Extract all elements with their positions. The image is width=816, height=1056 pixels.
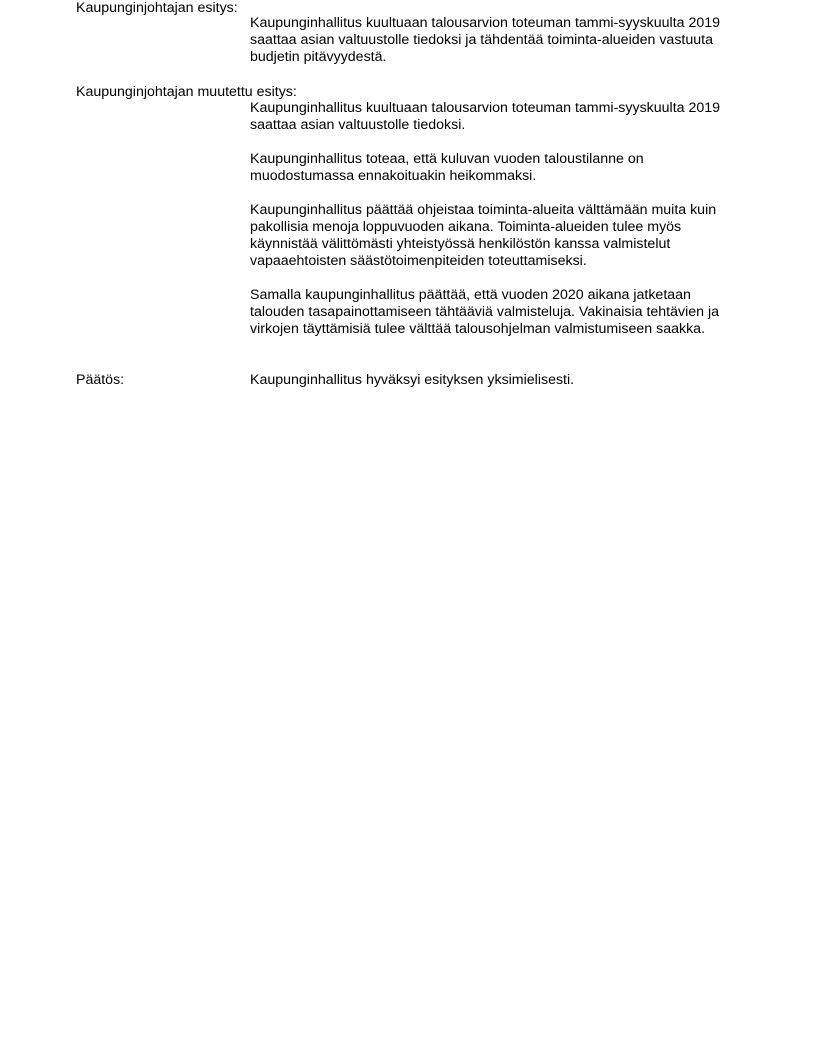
amended-proposal-body [250, 100, 742, 338]
proposal-label: Kaupunginjohtajan esitys: [76, 0, 238, 16]
amended-proposal-paragraph-4: Samalla kaupunginhallitus päättää, että vuoden 2020 aikana jatketaan talouden tasapainottamiseen tähtääviä valmisteluja. Vakinaisia tehtävien ja virkojen täyttämisiä tulee välttää talousohjelman valmistumiseen saakka. [250, 287, 720, 337]
proposal-paragraph: Kaupunginhallitus kuultuaan talousarvion toteuman tammi-syyskuulta 2019 saattaa asian valtuustolle tiedoksi ja tähdentää toiminta-alueiden vastuuta budjetin pitävyydestä. [250, 15, 721, 65]
decision-label: Päätös: [76, 372, 125, 388]
amended-proposal-paragraph-3: Kaupunginhallitus päättää ohjeistaa toiminta-alueita välttämään muita kuin pakollisia menoja loppuvuoden aikana. Toiminta-alueiden tulee myös käynnistää välittömästi yhteistyössä henkilöstön kanssa valmistelut vapaaehtoisten säästötoimenpiteiden toteuttamiseksi. [250, 202, 717, 269]
amended-proposal-paragraph-2: Kaupunginhallitus toteaa, että kuluvan vuoden taloustilanne on muodostumassa ennakoituakin heikommaksi. [250, 151, 644, 184]
amended-proposal-label: Kaupunginjohtajan muutettu esitys: [76, 84, 297, 100]
decision-text: Kaupunginhallitus hyväksyi esityksen yksimielisesti. [250, 372, 575, 388]
proposal-body [250, 15, 742, 66]
amended-proposal-paragraph-1: Kaupunginhallitus kuultuaan talousarvion toteuman tammi-syyskuulta 2019 saattaa asian valtuustolle tiedoksi. [250, 100, 721, 133]
